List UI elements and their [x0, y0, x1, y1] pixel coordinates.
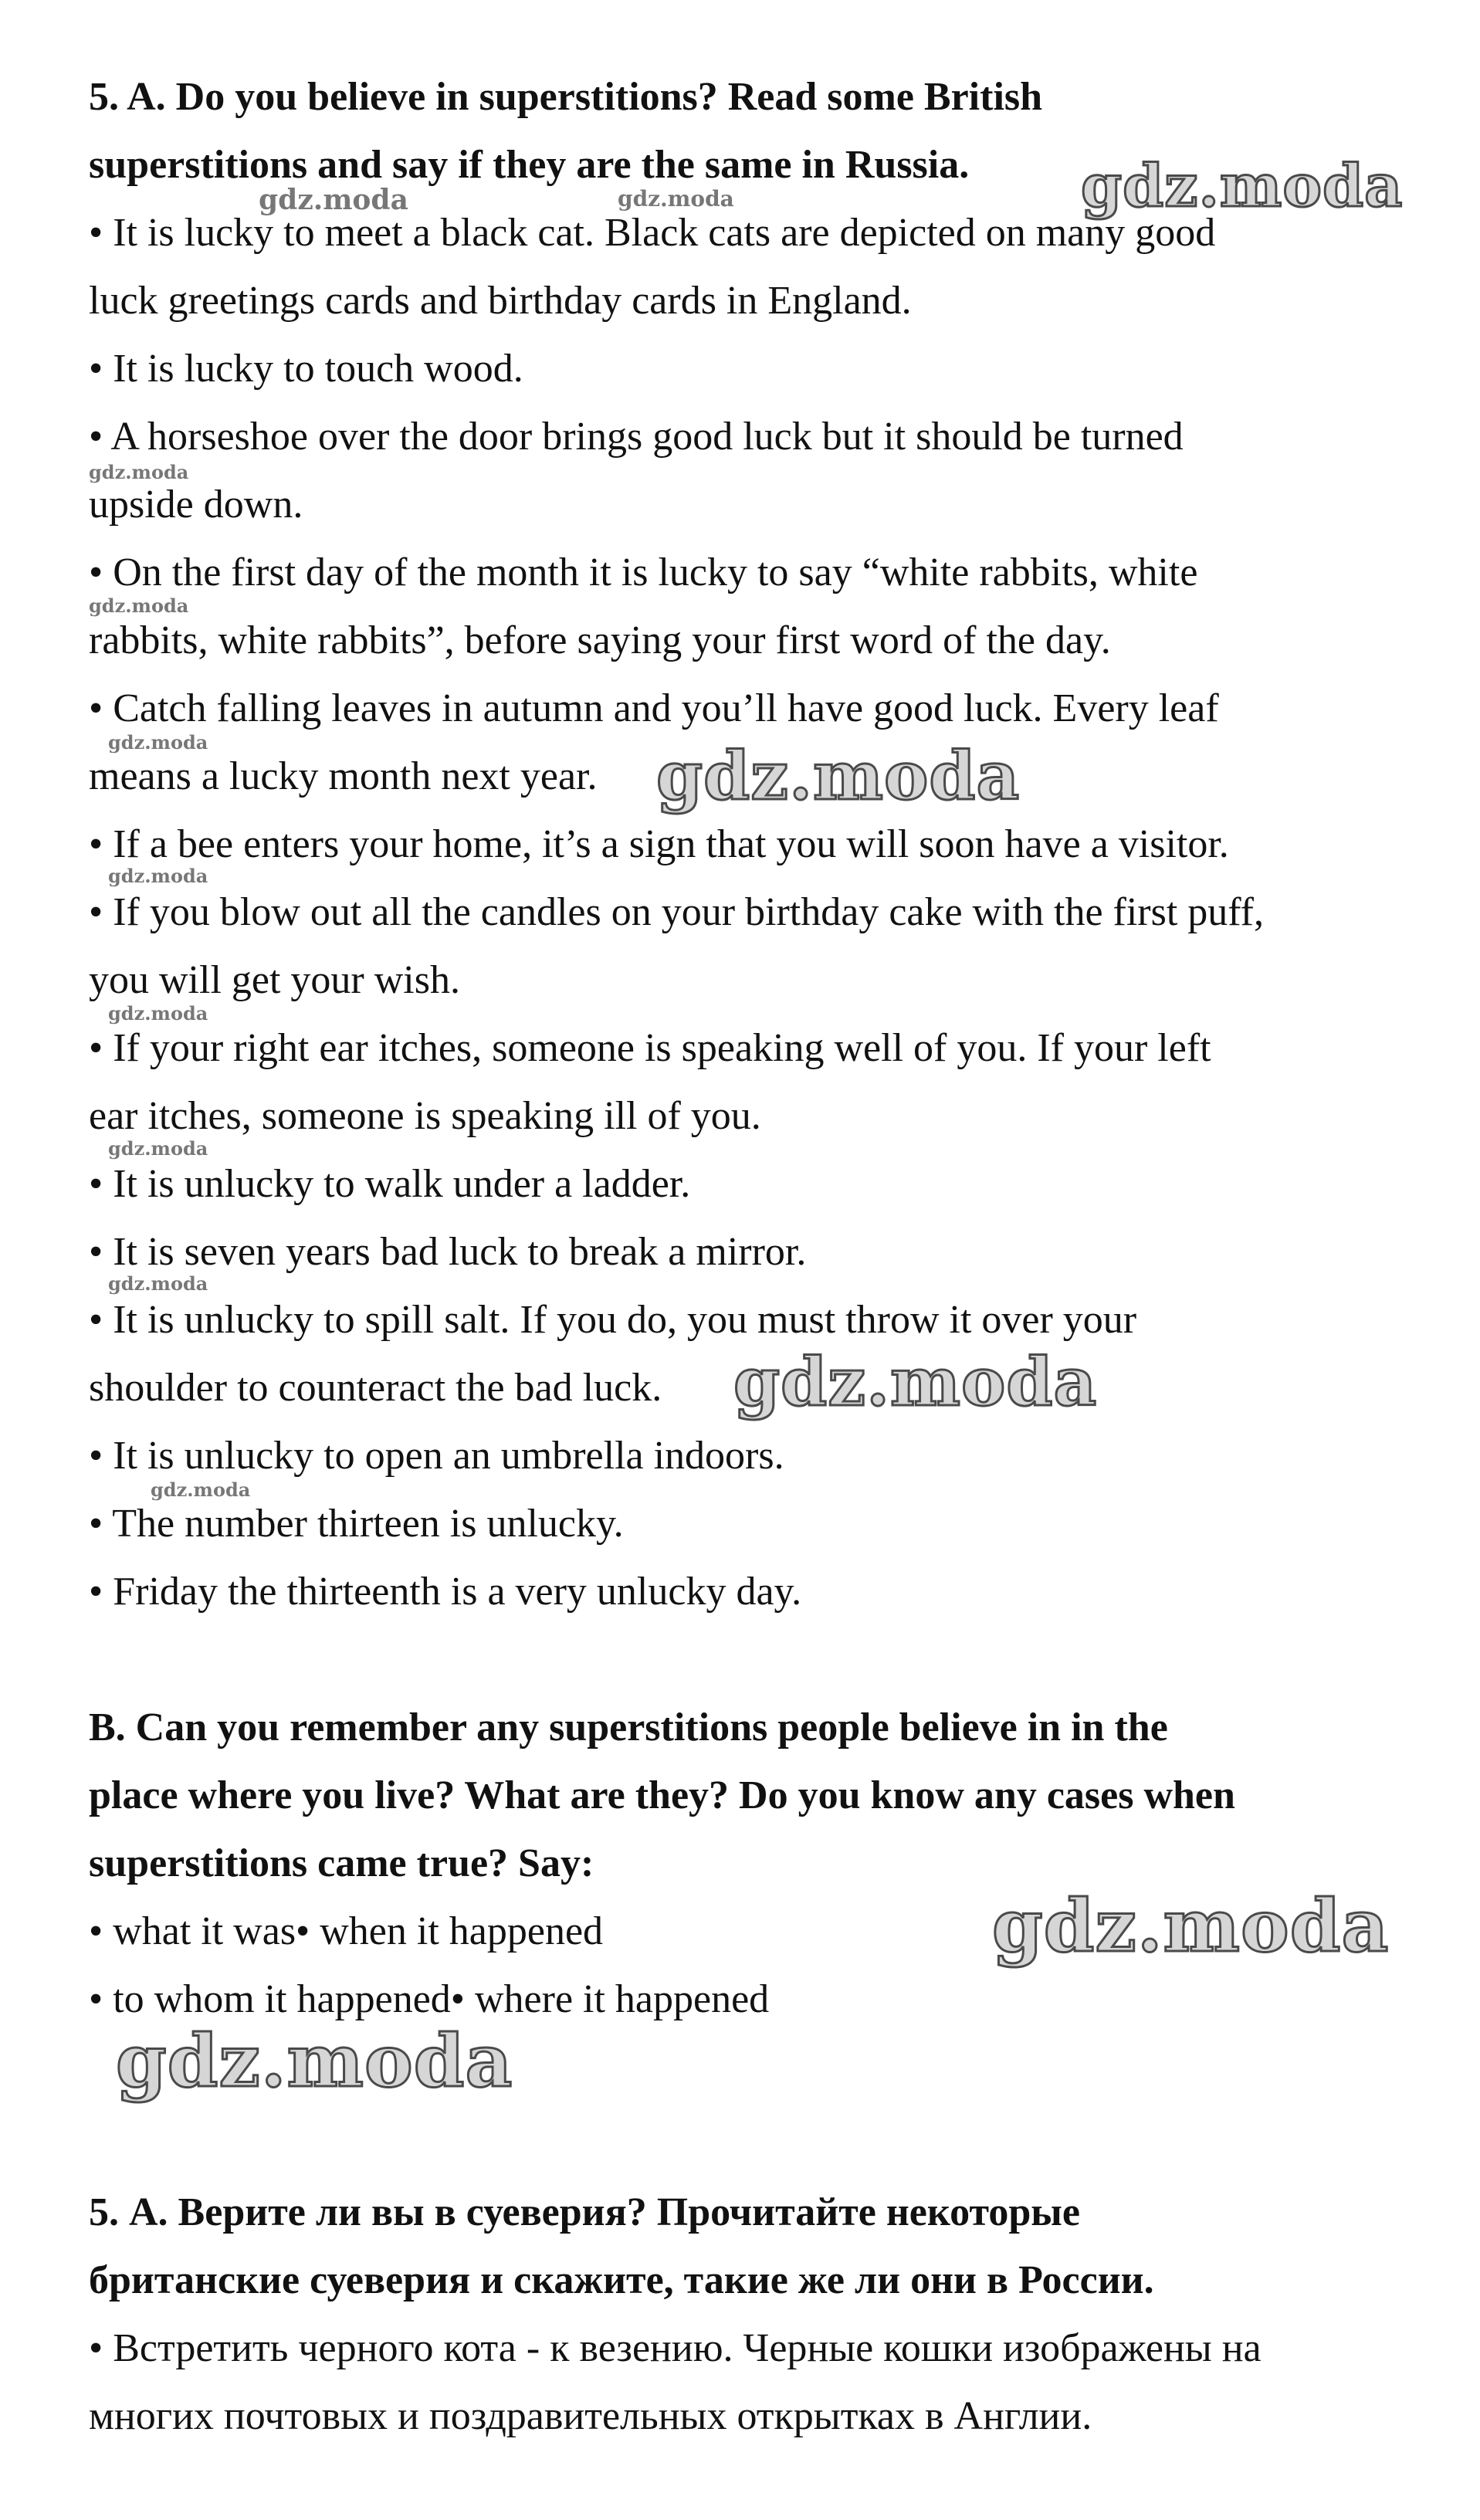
watermark: gdz.moda — [108, 865, 208, 887]
watermark: gdz.moda — [259, 184, 408, 216]
watermark: gdz.moda — [89, 461, 189, 483]
section-a-line: • It is lucky to touch wood. — [89, 347, 523, 391]
watermark: gdz.moda — [108, 1137, 208, 1160]
section-a-line: • A horseshoe over the door brings good luck but it should be turned — [89, 415, 1184, 459]
section-b-item: • to whom it happened• where it happened — [89, 1977, 770, 2021]
section-a-line: • It is unlucky to walk under a ladder. — [89, 1162, 691, 1206]
section-ru-title-line-2: британские суеверия и скажите, такие же ли они в России. — [89, 2258, 1154, 2302]
watermark: gdz.moda — [116, 2019, 513, 2104]
section-a-line: • The number thirteen is unlucky. — [89, 1502, 624, 1546]
watermark: gdz.moda — [151, 1478, 251, 1501]
section-a-line: • Friday the thirteenth is a very unlucky day. — [89, 1570, 802, 1614]
watermark: gdz.moda — [618, 186, 734, 212]
watermark: gdz.moda — [1081, 151, 1404, 220]
section-b-title-line-1: B. Can you remember any superstitions people believe in in the — [89, 1705, 1168, 1749]
section-a-title-line-1: 5. A. Do you believe in superstitions? Read some British — [89, 75, 1043, 119]
section-a-line: means a lucky month next year. — [89, 754, 598, 798]
section-ru-line: • Встретить черного кота - к везению. Черные кошки изображены на — [89, 2326, 1262, 2370]
section-a-line: rabbits, white rabbits”, before saying your first word of the day. — [89, 618, 1111, 662]
section-a-line: upside down. — [89, 483, 303, 527]
section-a-line: • If a bee enters your home, it’s a sign that you will soon have a visitor. — [89, 822, 1229, 866]
section-a-line: luck greetings cards and birthday cards in England. — [89, 279, 912, 323]
section-spacer — [89, 1626, 1432, 1694]
section-b-item: • what it was• when it happened — [89, 1909, 604, 1953]
watermark: gdz.moda — [656, 737, 1021, 815]
watermark: gdz.moda — [108, 1272, 208, 1295]
watermark: gdz.moda — [108, 731, 208, 754]
section-ru-title-line-1: 5. А. Верите ли вы в суеверия? Прочитайте некоторые — [89, 2190, 1080, 2234]
section-a-line: you will get your wish. — [89, 958, 460, 1002]
section-a-line: • If your right ear itches, someone is speaking well of you. If your left — [89, 1026, 1211, 1070]
section-a-line: • It is unlucky to open an umbrella indoors. — [89, 1434, 784, 1478]
watermark: gdz.moda — [733, 1343, 1098, 1421]
section-b-title-line-2: place where you live? What are they? Do you know any cases when — [89, 1773, 1235, 1817]
section-a-line: shoulder to counteract the bad luck. — [89, 1366, 662, 1410]
watermark: gdz.moda — [108, 1002, 208, 1025]
section-b-title-line-3: superstitions came true? Say: — [89, 1841, 594, 1885]
section-a-line: • If you blow out all the candles on your birthday cake with the first puff, — [89, 890, 1264, 934]
section-a-title-line-2: superstitions and say if they are the same in Russia. — [89, 143, 970, 187]
section-a-line: • It is seven years bad luck to break a mirror. — [89, 1230, 807, 1274]
section-ru-line: многих почтовых и поздравительных открытках в Англии. — [89, 2394, 1092, 2438]
section-a-line: • Catch falling leaves in autumn and you’ll have good luck. Every leaf — [89, 686, 1219, 730]
watermark: gdz.moda — [89, 594, 189, 617]
section-spacer — [89, 2111, 1432, 2179]
section-a-line: • It is lucky to meet a black cat. Black cats are depicted on many good — [89, 211, 1216, 255]
section-a-line: • It is unlucky to spill salt. If you do, you must throw it over your — [89, 1298, 1137, 1342]
watermark: gdz.moda — [992, 1884, 1390, 1969]
section-a-line: ear itches, someone is speaking ill of you. — [89, 1094, 761, 1138]
section-a-line: • On the first day of the month it is lucky to say “white rabbits, white — [89, 550, 1198, 594]
